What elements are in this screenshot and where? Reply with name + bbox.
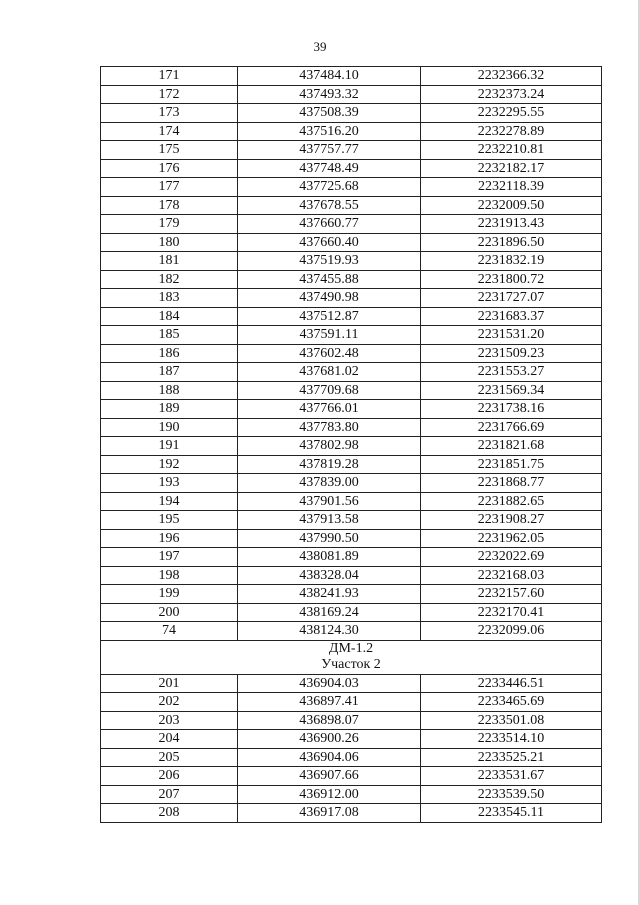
point-number-cell: 192 xyxy=(101,455,238,474)
y-coordinate-cell: 2231569.34 xyxy=(421,381,602,400)
x-coordinate-cell: 436900.26 xyxy=(238,730,421,749)
x-coordinate-cell: 437709.68 xyxy=(238,381,421,400)
table-row xyxy=(101,529,602,548)
table-row xyxy=(101,767,602,786)
table-row xyxy=(101,85,602,104)
table-row xyxy=(101,104,602,123)
point-number-cell: 202 xyxy=(101,693,238,712)
table-row xyxy=(101,326,602,345)
y-coordinate-cell: 2233465.69 xyxy=(421,693,602,712)
point-number-cell: 198 xyxy=(101,566,238,585)
point-number-cell: 171 xyxy=(101,67,238,86)
section-cell xyxy=(101,640,602,674)
point-number-cell: 207 xyxy=(101,785,238,804)
y-coordinate-cell: 2231913.43 xyxy=(421,215,602,234)
y-coordinate-cell: 2231509.23 xyxy=(421,344,602,363)
x-coordinate-cell: 437913.58 xyxy=(238,511,421,530)
y-coordinate-cell: 2233501.08 xyxy=(421,711,602,730)
y-coordinate-cell: 2231821.68 xyxy=(421,437,602,456)
y-coordinate-cell: 2231882.65 xyxy=(421,492,602,511)
y-coordinate-cell: 2232182.17 xyxy=(421,159,602,178)
table-row xyxy=(101,178,602,197)
table-row xyxy=(101,674,602,693)
x-coordinate-cell: 436898.07 xyxy=(238,711,421,730)
table-row xyxy=(101,363,602,382)
table-row xyxy=(101,122,602,141)
table-row xyxy=(101,748,602,767)
point-number-cell: 174 xyxy=(101,122,238,141)
y-coordinate-cell: 2232170.41 xyxy=(421,603,602,622)
point-number-cell: 196 xyxy=(101,529,238,548)
table-row xyxy=(101,418,602,437)
table-row xyxy=(101,785,602,804)
table-section-header xyxy=(101,640,602,674)
x-coordinate-cell: 436904.03 xyxy=(238,674,421,693)
table-row xyxy=(101,159,602,178)
table-row xyxy=(101,400,602,419)
point-number-cell: 186 xyxy=(101,344,238,363)
y-coordinate-cell: 2233545.11 xyxy=(421,804,602,823)
y-coordinate-cell: 2231832.19 xyxy=(421,252,602,271)
y-coordinate-cell: 2233531.67 xyxy=(421,767,602,786)
y-coordinate-cell: 2232210.81 xyxy=(421,141,602,160)
table-row xyxy=(101,474,602,493)
y-coordinate-cell: 2231553.27 xyxy=(421,363,602,382)
table-row xyxy=(101,548,602,567)
point-number-cell: 208 xyxy=(101,804,238,823)
point-number-cell: 201 xyxy=(101,674,238,693)
point-number-cell: 175 xyxy=(101,141,238,160)
y-coordinate-cell: 2231766.69 xyxy=(421,418,602,437)
table-body-part2 xyxy=(101,674,602,822)
y-coordinate-cell: 2232099.06 xyxy=(421,622,602,641)
x-coordinate-cell: 437602.48 xyxy=(238,344,421,363)
y-coordinate-cell: 2233514.10 xyxy=(421,730,602,749)
point-number-cell: 177 xyxy=(101,178,238,197)
table-row xyxy=(101,307,602,326)
x-coordinate-cell: 437990.50 xyxy=(238,529,421,548)
point-number-cell: 191 xyxy=(101,437,238,456)
point-number-cell: 193 xyxy=(101,474,238,493)
table-row xyxy=(101,215,602,234)
y-coordinate-cell: 2232118.39 xyxy=(421,178,602,197)
table-row xyxy=(101,141,602,160)
y-coordinate-cell: 2231727.07 xyxy=(421,289,602,308)
x-coordinate-cell: 438169.24 xyxy=(238,603,421,622)
section-name: ДМ-1.2 xyxy=(328,641,374,656)
x-coordinate-cell: 437660.77 xyxy=(238,215,421,234)
point-number-cell: 180 xyxy=(101,233,238,252)
point-number-cell: 183 xyxy=(101,289,238,308)
y-coordinate-cell: 2232373.24 xyxy=(421,85,602,104)
y-coordinate-cell: 2233539.50 xyxy=(421,785,602,804)
y-coordinate-cell: 2231531.20 xyxy=(421,326,602,345)
y-coordinate-cell: 2231908.27 xyxy=(421,511,602,530)
y-coordinate-cell: 2231868.77 xyxy=(421,474,602,493)
y-coordinate-cell: 2232295.55 xyxy=(421,104,602,123)
point-number-cell: 176 xyxy=(101,159,238,178)
x-coordinate-cell: 436907.66 xyxy=(238,767,421,786)
table-row xyxy=(101,804,602,823)
point-number-cell: 74 xyxy=(101,622,238,641)
x-coordinate-cell: 437484.10 xyxy=(238,67,421,86)
x-coordinate-cell: 436917.08 xyxy=(238,804,421,823)
x-coordinate-cell: 436897.41 xyxy=(238,693,421,712)
point-number-cell: 178 xyxy=(101,196,238,215)
point-number-cell: 173 xyxy=(101,104,238,123)
x-coordinate-cell: 437748.49 xyxy=(238,159,421,178)
y-coordinate-cell: 2232022.69 xyxy=(421,548,602,567)
point-number-cell: 195 xyxy=(101,511,238,530)
x-coordinate-cell: 437678.55 xyxy=(238,196,421,215)
x-coordinate-cell: 436912.00 xyxy=(238,785,421,804)
coordinates-table xyxy=(100,66,602,823)
x-coordinate-cell: 437519.93 xyxy=(238,252,421,271)
table-row xyxy=(101,711,602,730)
point-number-cell: 199 xyxy=(101,585,238,604)
x-coordinate-cell: 437783.80 xyxy=(238,418,421,437)
y-coordinate-cell: 2232366.32 xyxy=(421,67,602,86)
x-coordinate-cell: 437508.39 xyxy=(238,104,421,123)
table-row xyxy=(101,233,602,252)
page-number: 39 xyxy=(313,39,327,54)
table-row xyxy=(101,622,602,641)
x-coordinate-cell: 438241.93 xyxy=(238,585,421,604)
x-coordinate-cell: 437802.98 xyxy=(238,437,421,456)
table-row xyxy=(101,566,602,585)
table-row xyxy=(101,511,602,530)
table-row xyxy=(101,585,602,604)
x-coordinate-cell: 437660.40 xyxy=(238,233,421,252)
table-row xyxy=(101,270,602,289)
point-number-cell: 204 xyxy=(101,730,238,749)
table-row xyxy=(101,730,602,749)
point-number-cell: 206 xyxy=(101,767,238,786)
point-number-cell: 185 xyxy=(101,326,238,345)
point-number-cell: 188 xyxy=(101,381,238,400)
x-coordinate-cell: 437901.56 xyxy=(238,492,421,511)
section-row xyxy=(101,640,602,674)
x-coordinate-cell: 437839.00 xyxy=(238,474,421,493)
table-row xyxy=(101,603,602,622)
table-row xyxy=(101,252,602,271)
point-number-cell: 194 xyxy=(101,492,238,511)
table-row xyxy=(101,492,602,511)
x-coordinate-cell: 437512.87 xyxy=(238,307,421,326)
table-row xyxy=(101,289,602,308)
table-row xyxy=(101,196,602,215)
y-coordinate-cell: 2233525.21 xyxy=(421,748,602,767)
x-coordinate-cell: 437455.88 xyxy=(238,270,421,289)
point-number-cell: 187 xyxy=(101,363,238,382)
y-coordinate-cell: 2232009.50 xyxy=(421,196,602,215)
point-number-cell: 179 xyxy=(101,215,238,234)
y-coordinate-cell: 2231738.16 xyxy=(421,400,602,419)
point-number-cell: 203 xyxy=(101,711,238,730)
x-coordinate-cell: 437493.32 xyxy=(238,85,421,104)
x-coordinate-cell: 438081.89 xyxy=(238,548,421,567)
y-coordinate-cell: 2231851.75 xyxy=(421,455,602,474)
table-row xyxy=(101,381,602,400)
x-coordinate-cell: 437591.11 xyxy=(238,326,421,345)
point-number-cell: 181 xyxy=(101,252,238,271)
table-row xyxy=(101,693,602,712)
y-coordinate-cell: 2232168.03 xyxy=(421,566,602,585)
y-coordinate-cell: 2233446.51 xyxy=(421,674,602,693)
y-coordinate-cell: 2231683.37 xyxy=(421,307,602,326)
point-number-cell: 184 xyxy=(101,307,238,326)
table-row xyxy=(101,455,602,474)
y-coordinate-cell: 2232157.60 xyxy=(421,585,602,604)
point-number-cell: 200 xyxy=(101,603,238,622)
point-number-cell: 189 xyxy=(101,400,238,419)
section-subtitle: Участок 2 xyxy=(321,657,381,672)
table-row xyxy=(101,437,602,456)
y-coordinate-cell: 2231896.50 xyxy=(421,233,602,252)
x-coordinate-cell: 437516.20 xyxy=(238,122,421,141)
x-coordinate-cell: 436904.06 xyxy=(238,748,421,767)
x-coordinate-cell: 437819.28 xyxy=(238,455,421,474)
x-coordinate-cell: 437490.98 xyxy=(238,289,421,308)
x-coordinate-cell: 438124.30 xyxy=(238,622,421,641)
x-coordinate-cell: 438328.04 xyxy=(238,566,421,585)
point-number-cell: 205 xyxy=(101,748,238,767)
x-coordinate-cell: 437757.77 xyxy=(238,141,421,160)
x-coordinate-cell: 437766.01 xyxy=(238,400,421,419)
x-coordinate-cell: 437681.02 xyxy=(238,363,421,382)
table-row xyxy=(101,67,602,86)
point-number-cell: 172 xyxy=(101,85,238,104)
y-coordinate-cell: 2231962.05 xyxy=(421,529,602,548)
point-number-cell: 190 xyxy=(101,418,238,437)
point-number-cell: 197 xyxy=(101,548,238,567)
table-row xyxy=(101,344,602,363)
table-body-part1 xyxy=(101,67,602,641)
x-coordinate-cell: 437725.68 xyxy=(238,178,421,197)
y-coordinate-cell: 2231800.72 xyxy=(421,270,602,289)
point-number-cell: 182 xyxy=(101,270,238,289)
y-coordinate-cell: 2232278.89 xyxy=(421,122,602,141)
